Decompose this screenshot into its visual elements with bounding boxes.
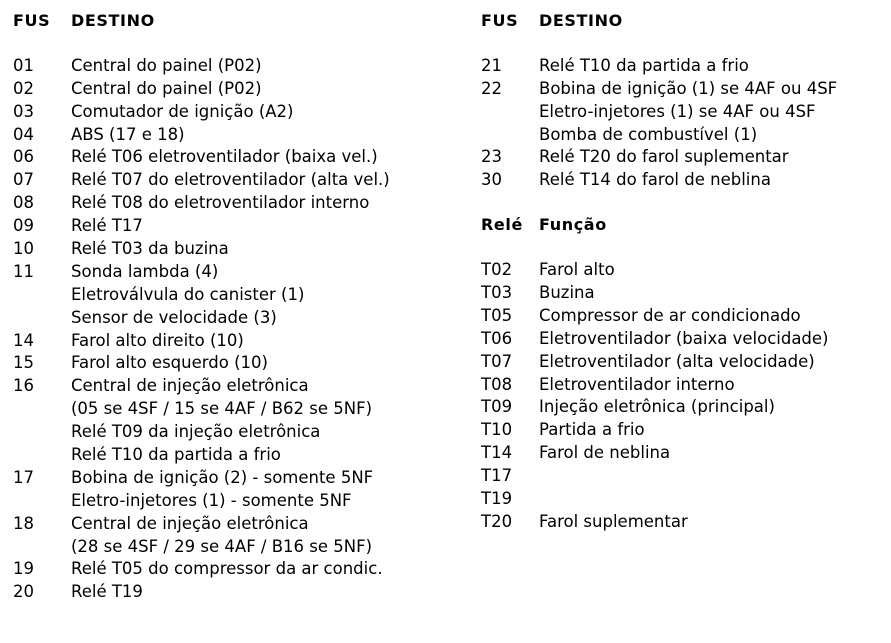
row-code: 03 [13,101,34,121]
row-text: Injeção eletrônica (principal) [539,397,775,417]
fuse-row [13,284,390,307]
row-text: (05 se 4SF / 15 se 4AF / B62 se 5NF) [71,399,373,419]
fuse-row [13,581,390,604]
row-text: Eletro-injetores (1) se 4AF ou 4SF [539,101,816,121]
row-code: T20 [481,511,513,531]
rele-header: Relé [481,215,523,235]
row-code: T08 [481,374,513,394]
row-code: 06 [13,147,34,167]
row-code: 22 [481,78,502,98]
row-code: T03 [481,283,513,303]
row-text: Relé T10 da partida a frio [539,55,749,75]
row-text: Sonda lambda (4) [71,261,219,281]
fuse-row [13,192,390,215]
fus-header: FUS [481,11,519,30]
row-code [13,307,71,330]
relay-table [481,214,837,534]
row-code: 18 [13,513,34,533]
row-code: 07 [13,170,34,190]
relay-row [481,282,837,305]
fuse-row [13,536,390,559]
left-table-header [13,10,390,33]
row-text: Comutador de ignição (A2) [71,101,294,121]
relay-row [481,396,837,419]
row-code: T14 [481,443,513,463]
relay-row [481,259,837,282]
row-code: T09 [481,397,513,417]
row-text: Farol de neblina [539,443,671,463]
row-text: Bomba de combustível (1) [539,124,758,144]
row-code: 30 [481,170,502,190]
row-code: T19 [481,489,513,509]
row-text: (28 se 4SF / 29 se 4AF / B16 se 5NF) [71,536,373,556]
fuse-row [481,101,837,124]
row-code: 02 [13,78,34,98]
fuse-row [13,444,390,467]
fuse-row [13,375,390,398]
row-text: Sensor de velocidade (3) [71,307,277,327]
row-code: 04 [13,124,34,144]
row-code: T05 [481,305,513,325]
relay-row [481,305,837,328]
row-code: T17 [481,466,513,486]
row-text: Relé T19 [71,582,143,602]
row-text: Central do painel (P02) [71,78,262,98]
row-code [13,421,71,444]
relay-row [481,465,837,488]
row-text: Relé T05 do compressor da ar condic. [71,559,383,579]
row-code: 09 [13,216,34,236]
fuse-row [481,55,837,78]
fus-header: FUS [13,11,51,30]
fuse-row [13,169,390,192]
fuse-row [13,238,390,261]
relay-row [481,351,837,374]
funcao-header: Função [539,215,607,235]
fuse-row [13,467,390,490]
right-fuse-table [481,10,837,192]
relay-row [481,488,837,511]
fuse-row [13,307,390,330]
relay-row [481,511,837,534]
row-text: Buzina [539,283,595,303]
relay-row [481,328,837,351]
row-code [13,444,71,467]
row-code: 15 [13,353,34,373]
row-code: 19 [13,559,34,579]
row-text: Farol alto esquerdo (10) [71,353,268,373]
fuse-row [13,421,390,444]
fuse-row [481,124,837,147]
fuse-row [481,169,837,192]
row-code: 23 [481,147,502,167]
row-text: Eletroventilador (alta velocidade) [539,351,815,371]
row-text: Farol alto [539,260,615,280]
fuse-row [13,490,390,513]
destino-header: DESTINO [71,11,155,30]
fuse-row [13,215,390,238]
row-text: Bobina de ignição (2) - somente 5NF [71,467,374,487]
left-fuse-rows [13,55,390,604]
relay-row [481,442,837,465]
row-code: 16 [13,376,34,396]
fuse-row [13,352,390,375]
row-text: Relé T10 da partida a frio [71,445,281,465]
fuse-row [13,330,390,353]
row-text: Central do painel (P02) [71,55,262,75]
right-fuse-rows [481,55,837,192]
fuse-row [13,261,390,284]
fuse-row [13,146,390,169]
row-code: 17 [13,467,34,487]
row-code [13,398,71,421]
row-text: Central de injeção eletrônica [71,513,309,533]
row-text: Bobina de ignição (1) se 4AF ou 4SF [539,78,838,98]
relay-table-header [481,214,837,237]
row-code [13,536,71,559]
row-text: Farol alto direito (10) [71,330,244,350]
row-code: 10 [13,239,34,259]
row-code [13,490,71,513]
fuse-row [13,398,390,421]
relay-row [481,419,837,442]
row-text: Relé T07 do eletroventilador (alta vel.) [71,170,390,190]
fuse-row [481,146,837,169]
row-text: Relé T06 eletroventilador (baixa vel.) [71,147,378,167]
right-table-header [481,10,837,33]
row-code: T02 [481,260,513,280]
row-code: T06 [481,328,513,348]
left-fuse-table [13,10,390,604]
fuse-row [481,78,837,101]
fuse-row [13,55,390,78]
row-code: 08 [13,193,34,213]
row-code: T10 [481,420,513,440]
fuse-row [13,101,390,124]
row-text: ABS (17 e 18) [71,124,185,144]
relay-row [481,374,837,397]
fuse-row [13,558,390,581]
relay-rows [481,259,837,534]
row-code: 21 [481,55,502,75]
row-code: T07 [481,351,513,371]
row-text: Compressor de ar condicionado [539,305,801,325]
right-column [481,10,837,534]
fuse-row [13,78,390,101]
row-code: 11 [13,261,34,281]
destino-header: DESTINO [539,11,623,30]
row-text: Relé T08 do eletroventilador interno [71,193,370,213]
row-code: 20 [13,582,34,602]
row-text: Relé T09 da injeção eletrônica [71,422,321,442]
row-text: Eletro-injetores (1) - somente 5NF [71,490,352,510]
row-code [13,284,71,307]
fuse-row [13,124,390,147]
row-text: Farol suplementar [539,511,688,531]
row-code [481,124,539,147]
fuse-row [13,513,390,536]
row-text: Central de injeção eletrônica [71,376,309,396]
row-text: Eletroventilador interno [539,374,735,394]
row-code: 01 [13,55,34,75]
row-text: Relé T17 [71,216,143,236]
row-text: Relé T14 do farol de neblina [539,170,771,190]
row-text: Eletroválvula do canister (1) [71,284,305,304]
row-text: Partida a frio [539,420,645,440]
row-code [481,101,539,124]
row-text: Relé T20 do farol suplementar [539,147,789,167]
row-code: 14 [13,330,34,350]
row-text: Eletroventilador (baixa velocidade) [539,328,829,348]
row-text: Relé T03 da buzina [71,239,229,259]
